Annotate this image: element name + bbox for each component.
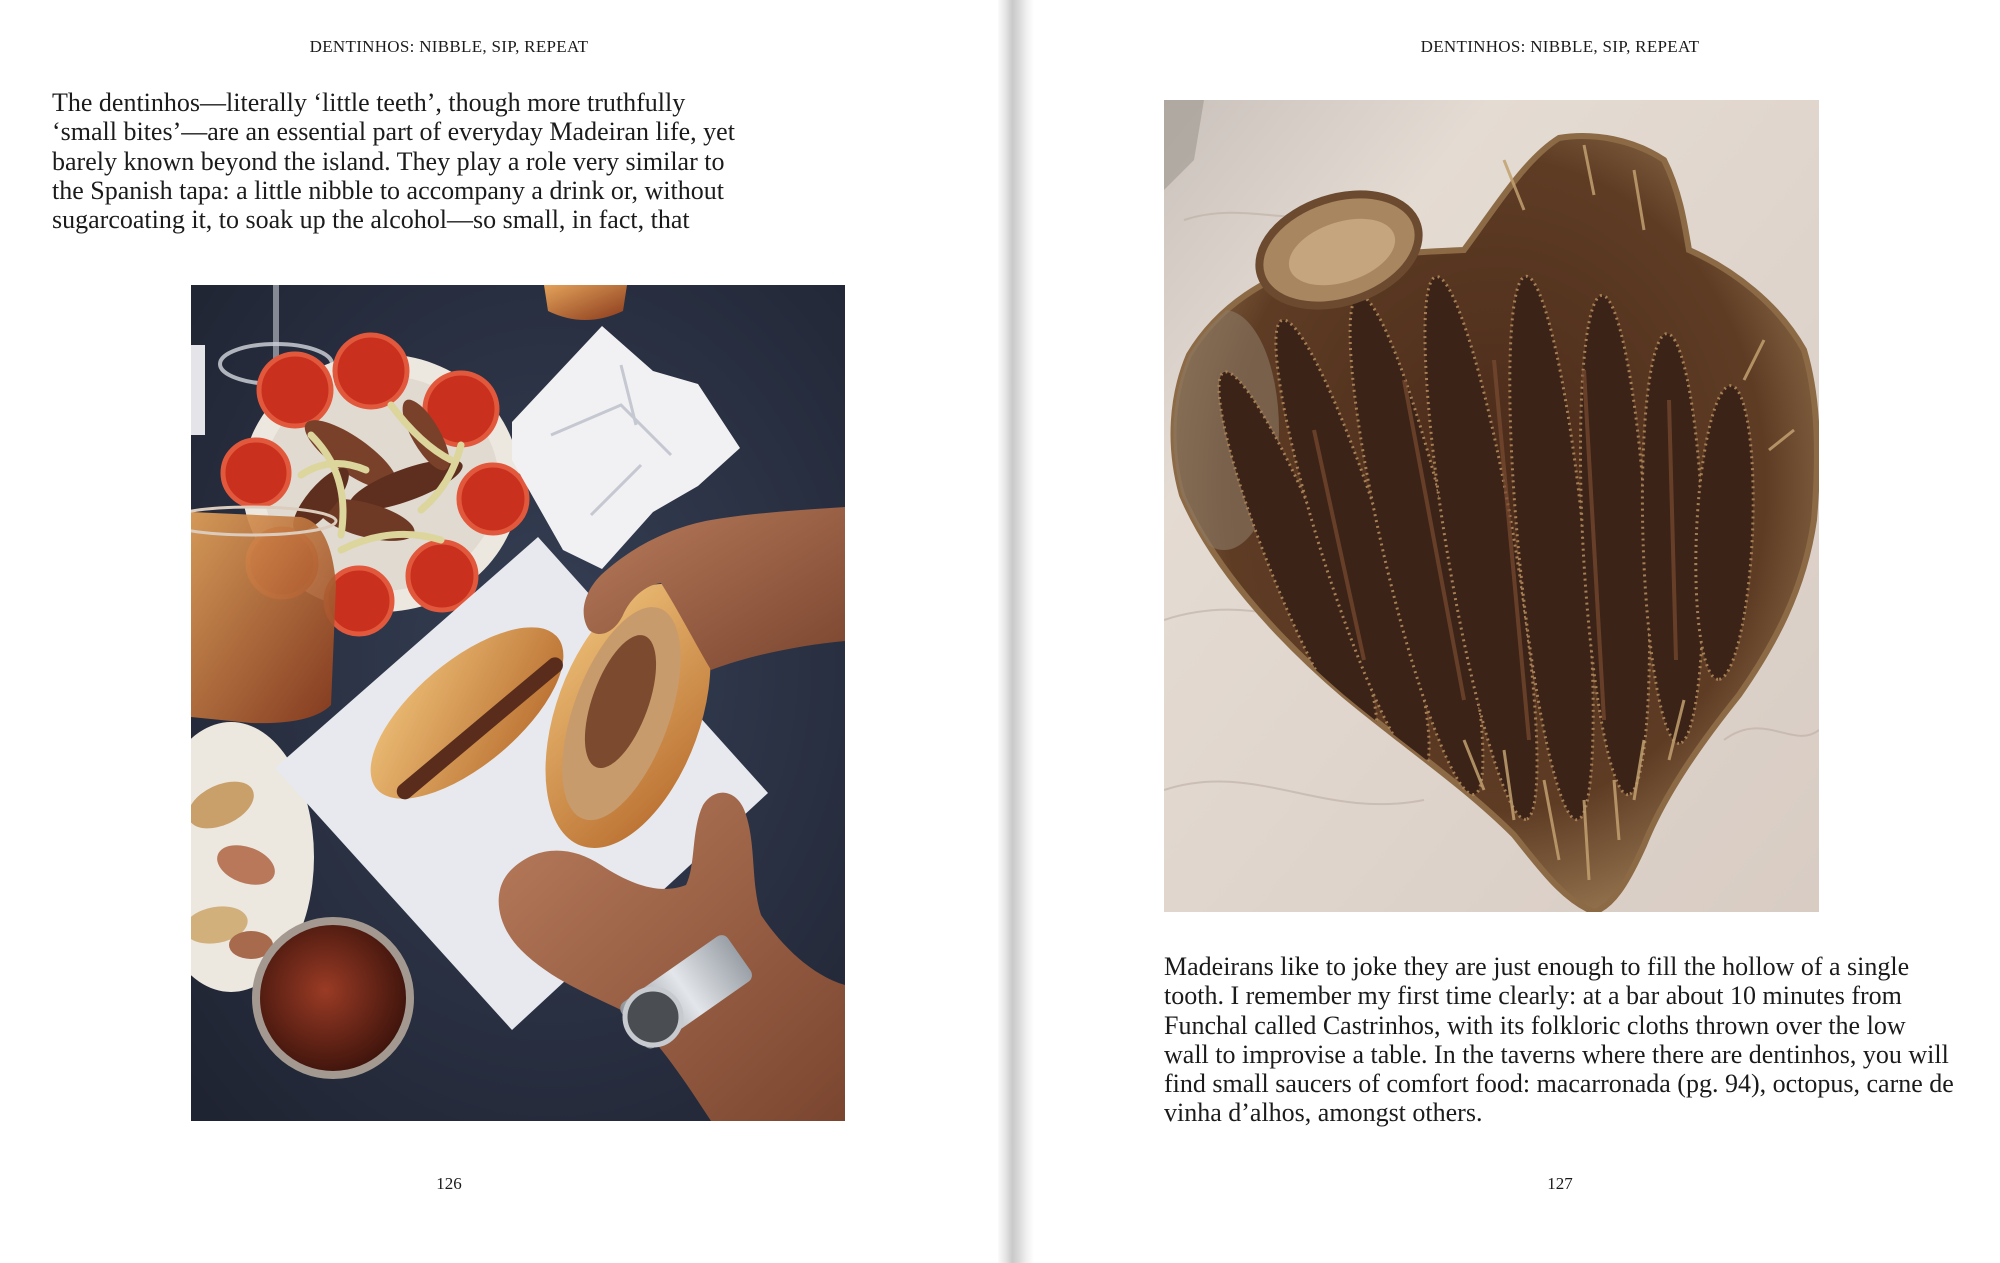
body-line: wall to improvise a table. In the taverns where there are dentinhos, you will — [1164, 1039, 1949, 1069]
wine-glass-bottom — [256, 921, 410, 1075]
book-gutter — [998, 0, 1034, 1263]
sandwich-photo — [191, 285, 845, 1121]
dried-fish-photo — [1164, 100, 1819, 912]
body-line: tooth. I remember my first time clearly: at a bar about 10 minutes from — [1164, 981, 1902, 1011]
body-line: sugarcoating it, to soak up the alcohol—so small, in fact, that — [52, 205, 690, 235]
amber-drink-glass — [191, 507, 336, 723]
body-line: barely known beyond the island. They play a role very similar to — [52, 146, 725, 176]
body-text — [1164, 952, 1954, 1128]
running-head: DENTINHOS: NIBBLE, SIP, REPEAT — [1420, 37, 1700, 56]
body-line: ‘small bites’—are an essential part of everyday Madeiran life, yet — [52, 117, 735, 147]
body-line: the Spanish tapa: a little nibble to accompany a drink or, without — [52, 175, 724, 205]
body-line: The dentinhos—literally ‘little teeth’, though more truthfully — [52, 88, 686, 117]
right-page — [1034, 0, 2000, 1263]
left-page — [0, 0, 998, 1263]
running-head: DENTINHOS: NIBBLE, SIP, REPEAT — [309, 37, 589, 56]
page-number: 126 — [436, 1174, 462, 1193]
body-line: Madeirans like to joke they are just enough to fill the hollow of a single — [1164, 952, 1910, 981]
body-text — [52, 88, 735, 234]
body-line: find small saucers of comfort food: macarronada (pg. 94), octopus, carne de — [1164, 1069, 1954, 1099]
plate-edge — [191, 345, 205, 435]
body-line: Funchal called Castrinhos, with its folkloric cloths thrown over the low — [1164, 1010, 1906, 1040]
body-line: vinha d’alhos, amongst others. — [1164, 1098, 1483, 1128]
page-number: 127 — [1547, 1174, 1573, 1193]
